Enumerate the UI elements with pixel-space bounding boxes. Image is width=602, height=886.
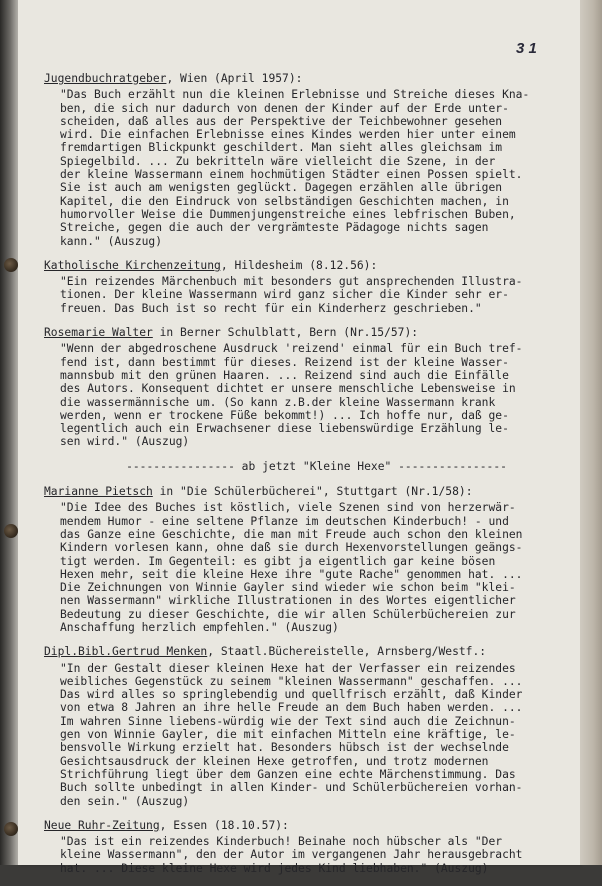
quote-line: Sie ist auch am wenigsten geglückt. Dagegen erzählen alle übrigen [60,181,503,195]
review-source-detail: , Wien (April 1957): [166,72,303,85]
section-separator: ---------------- ab jetzt "Kleine Hexe" ---------------- [126,459,507,473]
review-source-name: Neue Ruhr-Zeitung [44,818,160,832]
review-source [44,485,559,498]
quote-line: des Autors. Konsequent dichtet er unsere menschliche Lebensweise in [60,382,516,396]
review-source-name: Katholische Kirchenzeitung [44,258,221,272]
quote-line: werden, wenn er trockene Füße bekommt!) ... Ich hoffe nur, daß ge- [60,408,509,422]
quote-line: freuen. Das Buch ist so recht für ein Kinderherz geschrieben." [60,301,482,315]
quote-line: "Das Buch erzählt nun die kleinen Erlebnisse und Streiche dieses Kna- [60,88,530,102]
quote-line: bensvolle Wirkung erzielt hat. Besonders hübsch ist der wechselnde [60,741,509,755]
quote-line: fremdartigen Blickpunkt geschildert. Man sieht alles gleichsam im [60,141,503,155]
quote-line: die wassermännische um. (So kann z.B.der kleine Wassermann krank [60,395,496,409]
quote-line: das Ganze eine Geschichte, die man mit Freude auch schon den kleinen [60,527,523,541]
review-quote [44,501,559,634]
quote-line: scheiden, daß alles aus der Perspektive der Teichbewohner gesehen [60,114,503,128]
page-stack-edge [580,0,602,865]
quote-line: "Wenn der abgedroschene Ausdruck 'reizend' einmal für ein Buch tref- [60,342,523,356]
quote-line: Streiche, gegen die auch der vergrämteste Pädagoge nichts sagen [60,221,489,235]
review-quote [44,835,559,875]
review-source-detail: in "Die Schülerbücherei", Stuttgart (Nr.1/58): [152,485,473,499]
quote-line: gen von Winnie Gayler, die mit einfachen Mitteln eine kräftige, le- [60,728,516,742]
reviews-kleiner-wassermann [44,72,559,449]
review-quote [44,662,559,808]
quote-line: sen wird." (Auszug) [60,435,190,449]
quote-line: nen Wassermann" wirkliche Illustrationen in des Wortes eigentlicher [60,594,516,608]
review-source-detail: , Hildesheim (8.12.56): [220,258,378,272]
review-quote [44,88,559,248]
quote-line: "In der Gestalt dieser kleinen Hexe hat der Verfasser ein reizendes [60,661,516,675]
quote-line: Die Zeichnungen von Winnie Gayler sind wieder wie schon beim "klei- [60,581,516,595]
review-entry [44,326,559,449]
quote-line: Spiegelbild. ... Zu bekritteln wäre vielleicht die Szene, in der [60,154,496,168]
review-source [44,259,559,272]
review-entry [44,72,559,248]
review-source [44,326,559,339]
quote-line: der kleine Wassermann einem hochmütigen Städter einen Possen spielt. [60,168,523,182]
quote-line: Buch sollte unbedingt in allen Kinder- und Schülerbüchereien vorhan- [60,781,523,795]
quote-line: Gesichtsausdruck der kleinen Hexe getroffen, und trotz modernen [60,754,489,768]
quote-line: weibliches Gegenstück zu seinem "kleinen Wassermann" geschaffen. ... [60,674,523,688]
quote-line: von etwa 8 Jahren an ihre helle Freude an dem Buch haben werden. ... [60,701,523,715]
review-source-detail: in Berner Schulblatt, Bern (Nr.15/57): [152,326,419,340]
review-entry [44,259,559,315]
quote-line: Anschaffung herzlich empfehlen." (Auszug) [60,620,339,634]
review-source-name: Dipl.Bibl.Gertrud Menken [44,645,208,659]
quote-line: tigt werden. Im Gegenteil: es gibt ja eigentlich gar keine bösen [60,554,496,568]
quote-line: Im wahren Sinne liebens-würdig wie der Text sind auch die Zeichnun- [60,714,516,728]
review-source [44,819,559,832]
review-source-detail: , Staatl.Büchereistelle, Arnsberg/Westf.: [207,645,487,659]
reviews-kleine-hexe [44,485,559,875]
quote-line: humorvoller Weise die Dummenjungenstreiche eines lebfrischen Buben, [60,207,516,221]
page-number: 3 1 [516,40,537,57]
quote-line: "Das ist ein reizendes Kinderbuch! Beinahe noch hübscher als "Der [60,835,503,849]
review-source [44,72,559,85]
review-source-name: Marianne Pietsch [44,485,153,499]
review-quote [44,275,559,315]
punch-hole-upper [4,258,18,272]
quote-line: fend ist, dann bestimmt für dieses. Reizend ist der kleine Wasser- [60,355,509,369]
quote-line: Strichführung liegt über dem Ganzen eine echte Märchenstimmung. Das [60,767,516,781]
review-quote [44,342,559,448]
quote-line: legentlich auch ein Erwachsener diese liebenswürdige Erzählung le- [60,422,509,436]
quote-line: Kindern vorlesen kann, ohne daß sie durch Hexenvorstellungen geängs- [60,541,523,555]
review-entry [44,645,559,808]
quote-line: kleine Wassermann", den der Autor im vergangenen Jahr herausgebracht [60,848,523,862]
review-entry [44,485,559,634]
quote-line: wird. Die einfachen Erlebnisse eines Kindes werden hier unter einem [60,128,516,142]
quote-line: mannsbub mit den grünen Haaren. ... Reizend sind auch die Einfälle [60,368,509,382]
reviews-body [44,72,559,886]
review-entry [44,819,559,875]
quote-line: Das wird alles so springlebendig und quellfrisch erzählt, daß Kinder [60,688,523,702]
quote-line: Kapitel, die den Eindruck von selbständigen Geschichten machen, in [60,194,509,208]
quote-line: mendem Humor - eine seltene Pflanze im deutschen Kinderbuch! - und [60,514,509,528]
quote-line: ben, die sich nur dadurch von denen der Kinder auf der Erde unter- [60,101,509,115]
quote-line: kann." (Auszug) [60,234,163,248]
quote-line: hat. ... Diese kleine Hexe wird jedes Kind liebhaben." (Auszug) [60,861,489,875]
review-source [44,645,559,658]
punch-hole-middle [4,524,18,538]
review-source-detail: , Essen (18.10.57): [159,818,289,832]
quote-line: Bedeutung zu dieser Geschichte, die wir allen Schülerbüchereien zur [60,607,516,621]
quote-line: "Ein reizendes Märchenbuch mit besonders gut ansprechenden Illustra- [60,275,523,289]
quote-line: tionen. Der kleine Wassermann wird ganz sicher die Kinder sehr er- [60,288,509,302]
review-source-name: Rosemarie Walter [44,326,153,340]
review-source-name: Jugendbuchratgeber [44,72,167,85]
quote-line: Hexen mehr, seit die kleine Hexe ihre "gute Rache" genommen hat. ... [60,567,523,581]
punch-hole-lower [4,822,18,836]
quote-line: den sein." (Auszug) [60,794,190,808]
quote-line: "Die Idee des Buches ist köstlich, viele Szenen sind von herzerwär- [60,501,516,515]
